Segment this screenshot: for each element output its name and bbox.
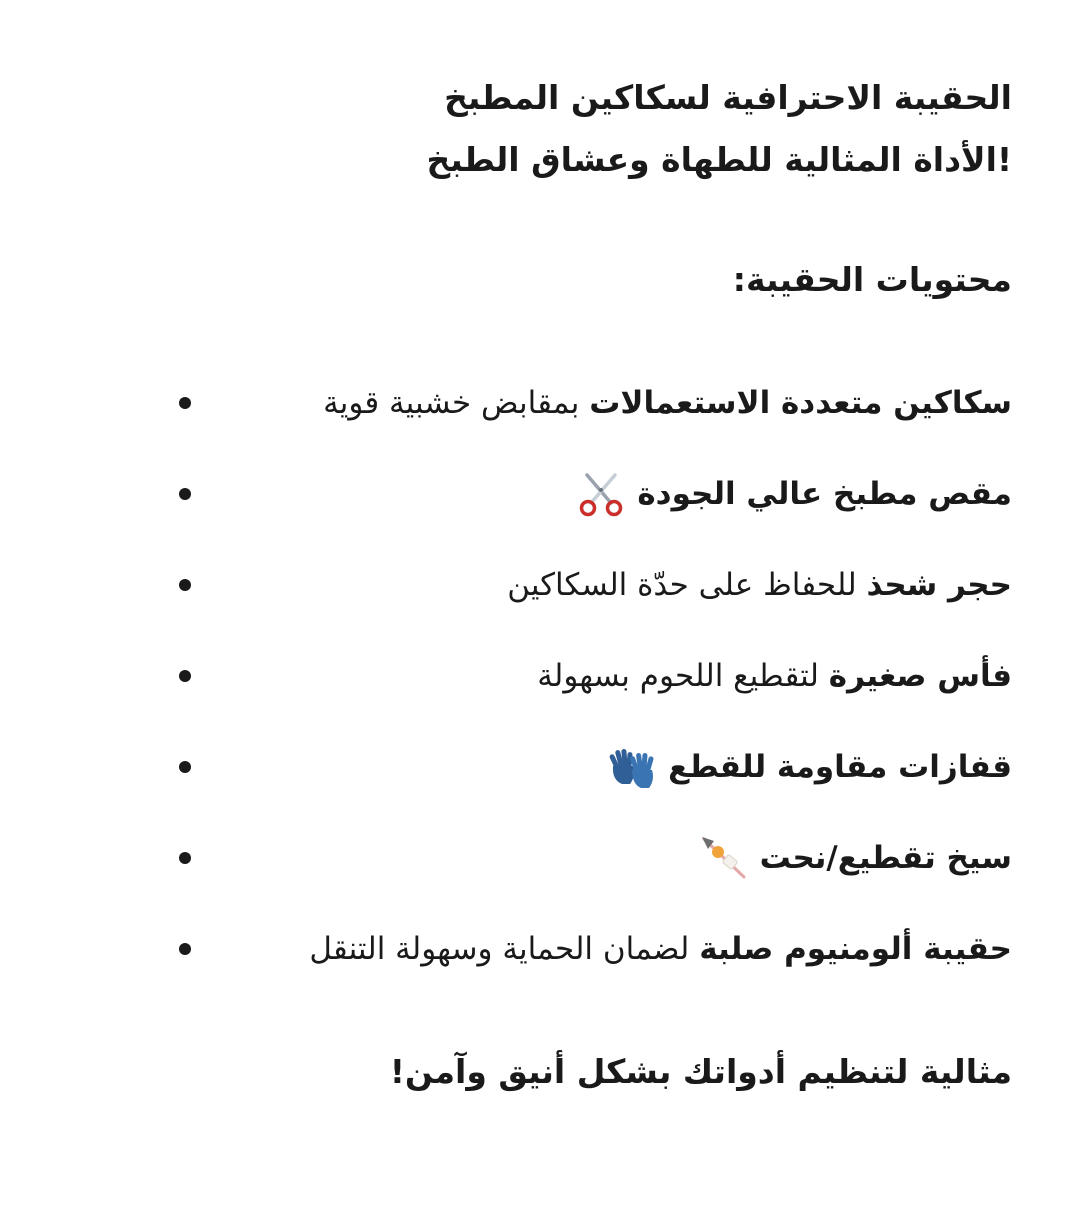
- item-bold-text: فأس صغيرة: [828, 658, 1012, 694]
- item-text: للحفاظ على حدّة السكاكين: [507, 567, 867, 603]
- list-item-whetstone: [212, 562, 1012, 653]
- title-line-1: الحقيبة الاحترافية لسكاكين المطبخ: [444, 78, 1012, 117]
- item-text: لتقطيع اللحوم بسهولة: [537, 658, 829, 694]
- item-text: لضمان الحماية وسهولة التنقل: [309, 931, 700, 967]
- scissors-icon: [577, 471, 625, 517]
- contents-heading: محتويات الحقيبة:: [732, 260, 1012, 299]
- item-bold-text: سكاكين متعددة الاستعمالات: [589, 385, 1012, 421]
- item-bold-text: سيخ تقطيع/نحت: [759, 840, 1012, 876]
- item-bold-text: حجر شحذ: [866, 567, 1012, 603]
- bullet-icon: [179, 761, 191, 773]
- list-item-scissors: [212, 471, 1012, 562]
- list-item-case: [212, 926, 1012, 1017]
- title-line-2: !الأداة المثالية للطهاة وعشاق الطبخ: [426, 140, 1012, 179]
- bullet-icon: [179, 579, 191, 591]
- bullet-icon: [179, 488, 191, 500]
- bullet-icon: [179, 397, 191, 409]
- list-item-skewer: [212, 835, 1012, 926]
- item-bold-text: مقص مطبخ عالي الجودة: [637, 476, 1012, 512]
- gloves-icon: [608, 744, 656, 790]
- bullet-icon: [179, 670, 191, 682]
- item-text: بمقابض خشبية قوية: [323, 385, 590, 421]
- bullet-icon: [179, 852, 191, 864]
- list-item-knives: [212, 380, 1012, 471]
- contents-list: [212, 380, 1012, 1017]
- item-bold-text: قفازات مقاومة للقطع: [668, 749, 1012, 785]
- list-item-gloves: [212, 744, 1012, 835]
- item-bold-text: حقيبة ألومنيوم صلبة: [699, 931, 1012, 967]
- bullet-icon: [179, 943, 191, 955]
- list-item-cleaver: [212, 653, 1012, 744]
- skewer-icon: [700, 835, 748, 881]
- closing-line: مثالية لتنظيم أدواتك بشكل أنيق وآمن!: [389, 1052, 1012, 1091]
